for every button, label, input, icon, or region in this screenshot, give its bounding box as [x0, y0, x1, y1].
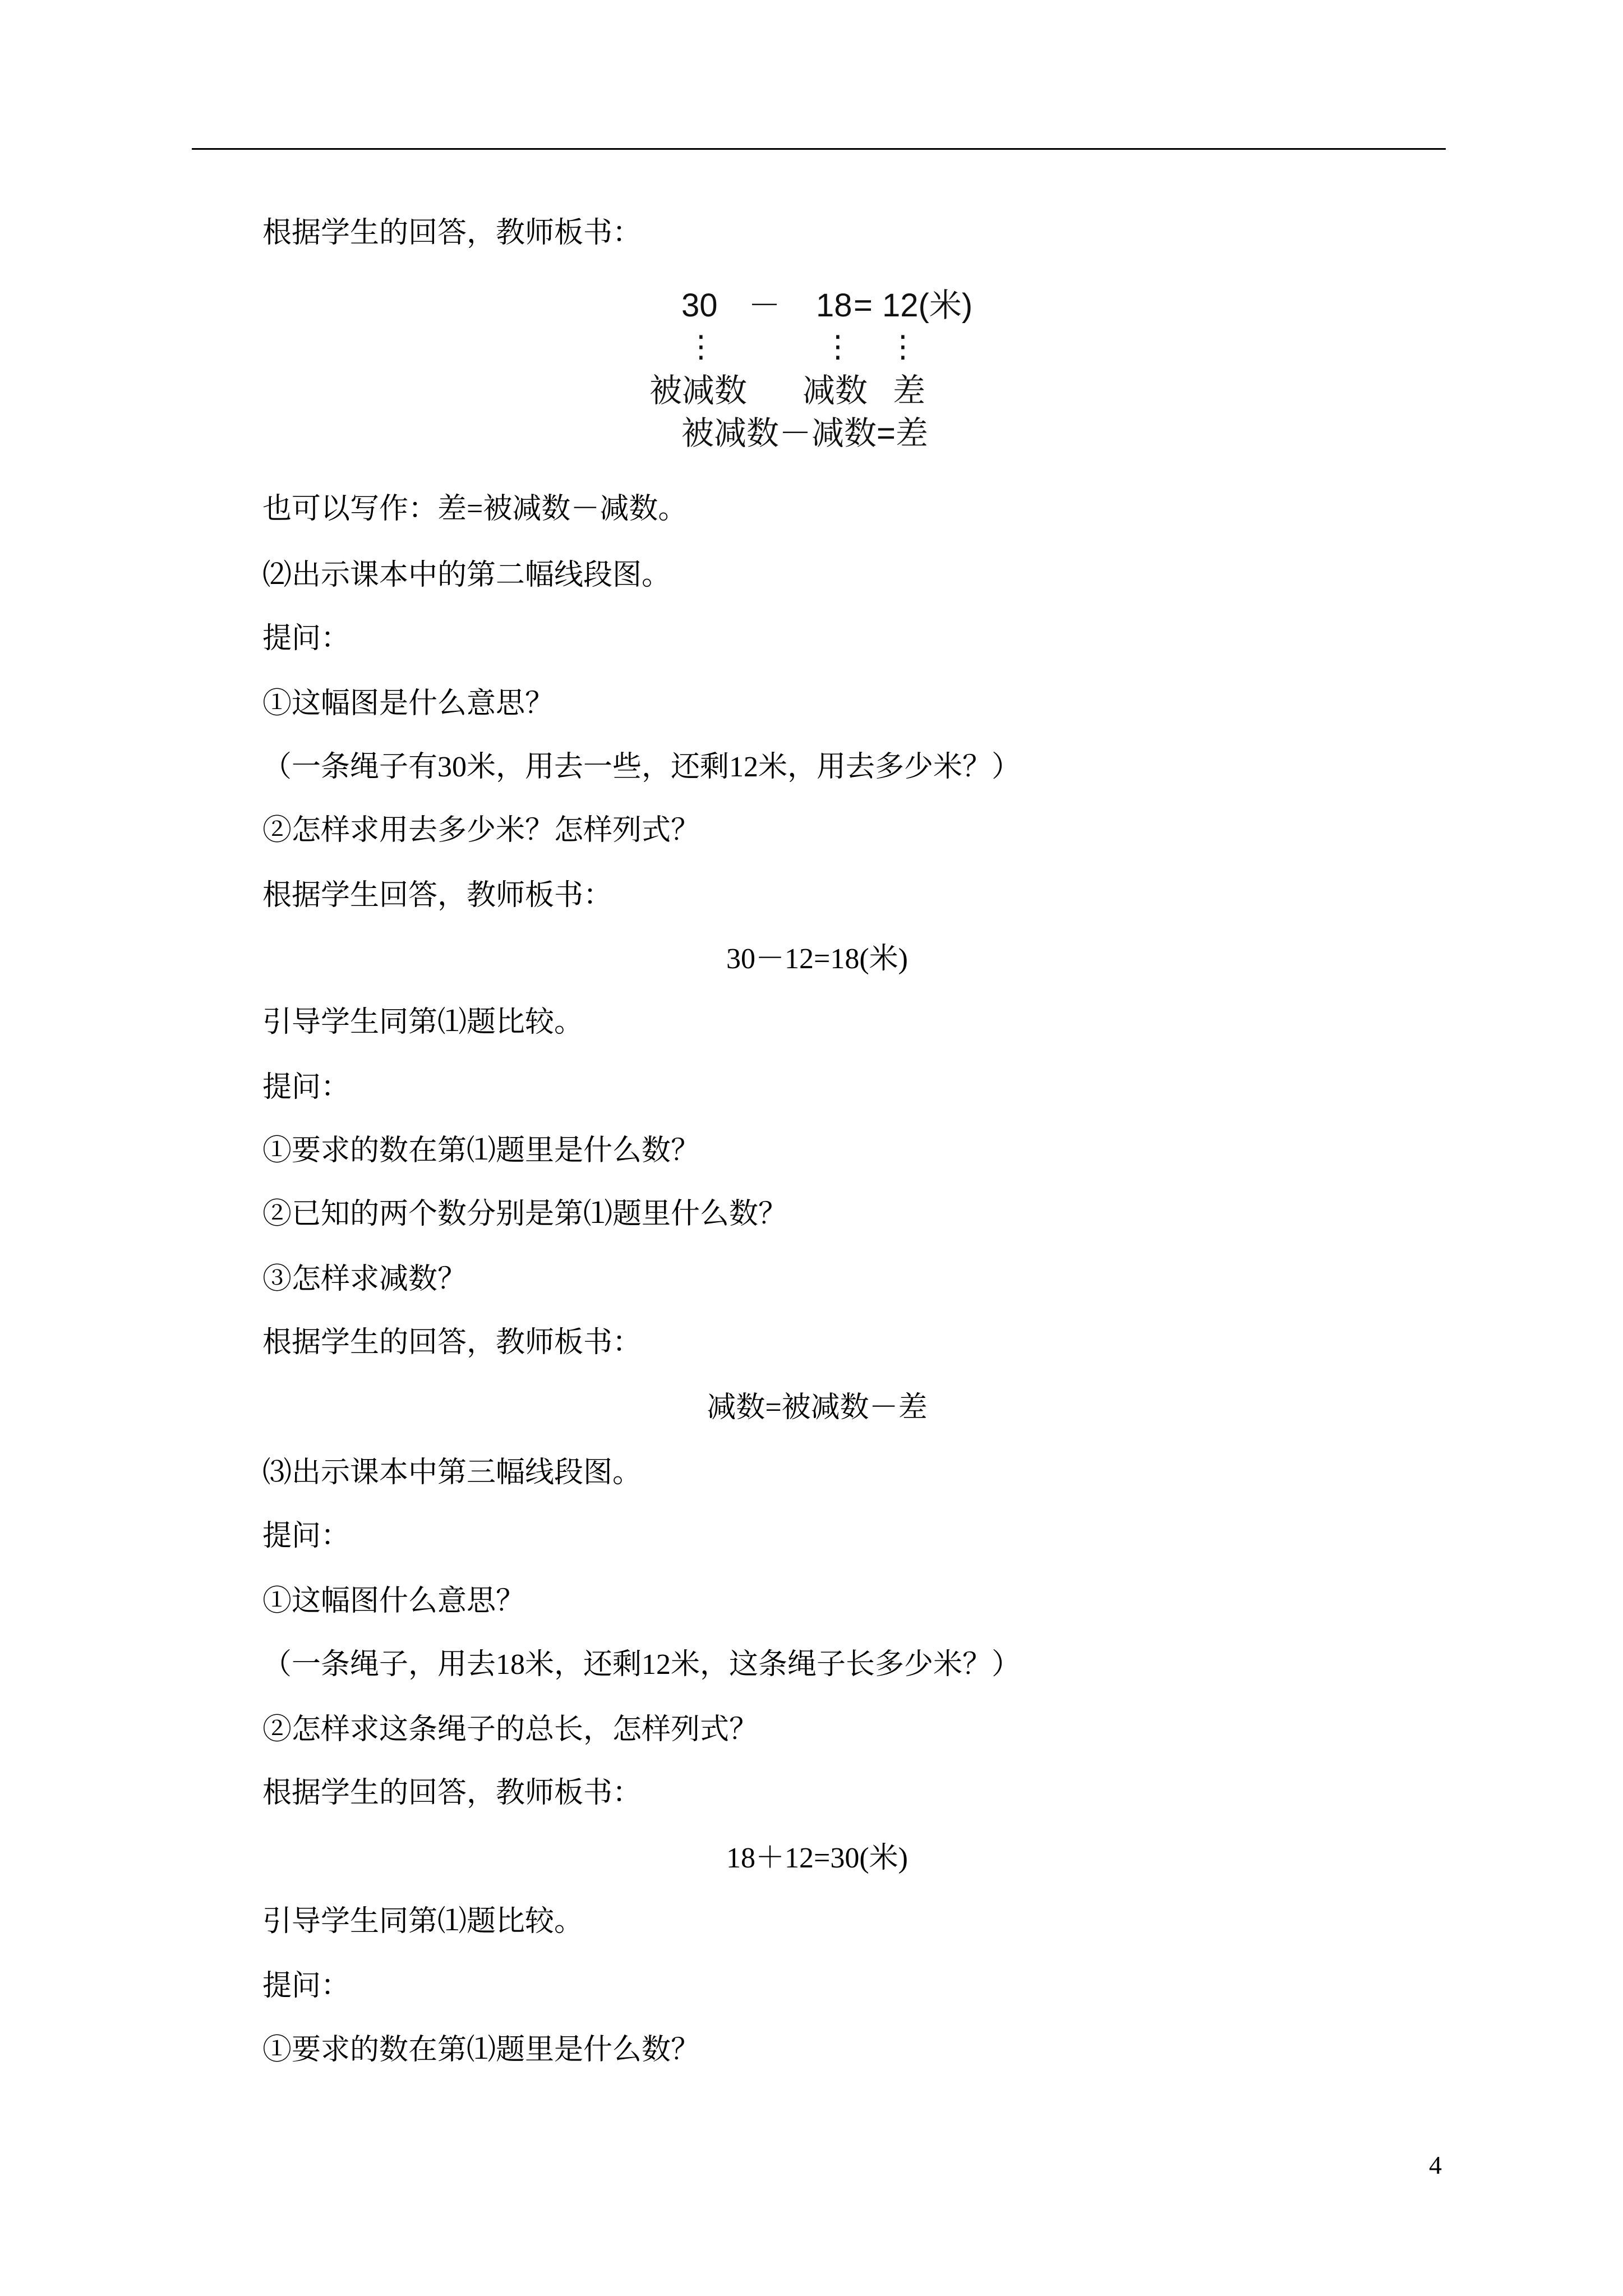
- section-heading: ⑶出示课本中第三幅线段图。: [262, 1457, 642, 1489]
- paragraph: 引导学生同第⑴题比较。: [262, 1906, 584, 1938]
- question-item: ③怎样求减数？: [262, 1263, 467, 1295]
- formula-minus-sign: －: [748, 287, 781, 324]
- paragraph: （一条绳子有30米，用去一些，还剩12米，用去多少米？）: [262, 751, 1021, 783]
- section-heading: ⑵出示课本中的第二幅线段图。: [262, 559, 671, 591]
- question-item: ①要求的数在第⑴题里是什么数？: [262, 2034, 700, 2066]
- paragraph: 提问：: [262, 623, 351, 655]
- question-item: ②已知的两个数分别是第⑴题里什么数？: [262, 1198, 788, 1230]
- paragraph: 提问：: [262, 1071, 351, 1103]
- formula-dots-icon: ⋮: [823, 329, 853, 364]
- formula-label-subtrahend: 减数: [803, 372, 868, 409]
- formula-label-difference: 差: [893, 372, 926, 409]
- formula-dots-icon: ⋮: [888, 329, 918, 364]
- formula-dots-icon: ⋮: [686, 329, 716, 364]
- formula-label-minuend: 被减数: [649, 372, 748, 409]
- paragraph: 根据学生的回答，教师板书：: [262, 1777, 642, 1809]
- question-item: ①要求的数在第⑴题里是什么数？: [262, 1135, 700, 1167]
- question-item: ①这幅图什么意思？: [262, 1585, 525, 1617]
- formula-equals-sign: =: [854, 287, 873, 324]
- equation: 30－12=18(米): [726, 943, 908, 975]
- question-item: ②怎样求这条绳子的总长，怎样列式？: [262, 1714, 759, 1746]
- paragraph: 提问：: [262, 1520, 351, 1552]
- paragraph: 也可以写作：差=被减数－减数。: [262, 493, 688, 525]
- paragraph: 提问：: [262, 1970, 351, 2002]
- header-rule: [192, 148, 1446, 150]
- formula-rule: 被减数－减数=差: [681, 415, 928, 452]
- question-item: ②怎样求用去多少米？怎样列式？: [262, 815, 700, 846]
- paragraph: （一条绳子，用去18米，还剩12米，这条绳子长多少米？）: [262, 1649, 1021, 1681]
- equation: 18＋12=30(米): [726, 1842, 908, 1874]
- equation: 减数=被减数－差: [707, 1392, 928, 1424]
- paragraph: 引导学生同第⑴题比较。: [262, 1006, 584, 1038]
- formula-result: 12(米): [882, 287, 973, 324]
- formula-minuend: 30: [681, 287, 718, 324]
- formula-subtrahend: 18: [816, 287, 852, 324]
- page-number: 4: [1429, 2151, 1442, 2179]
- paragraph: 根据学生的回答，教师板书：: [262, 1327, 642, 1359]
- paragraph: 根据学生的回答，教师板书：: [262, 217, 642, 249]
- paragraph: 根据学生回答，教师板书：: [262, 880, 613, 912]
- question-item: ①这幅图是什么意思？: [262, 688, 555, 720]
